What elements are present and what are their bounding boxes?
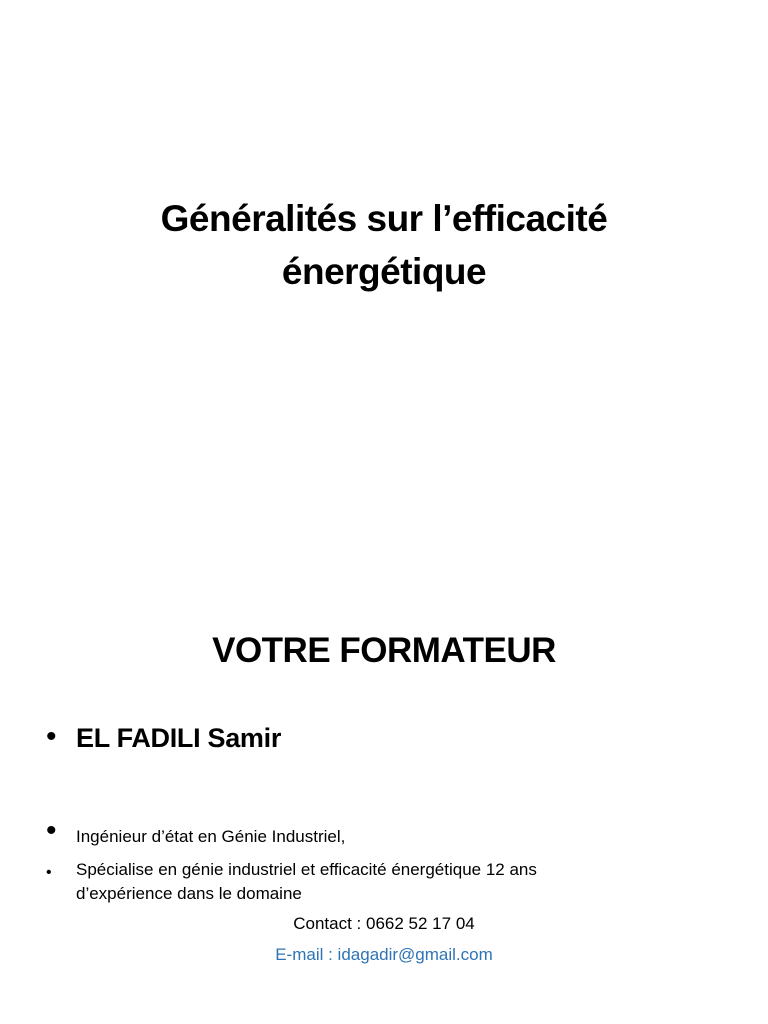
contact-email[interactable]: E-mail : idagadir@gmail.com [275,945,493,964]
credential-line-1: Ingénieur d’état en Génie Industriel, [76,827,346,846]
section-heading: VOTRE FORMATEUR [212,631,556,670]
credential-line-2: Spécialise en génie industriel et efficacité énergétique 12 ans [76,860,537,879]
trainer-name: EL FADILI Samir [76,723,282,753]
bullet-icon: • [46,814,57,847]
contact-phone: Contact : 0662 52 17 04 [293,914,475,933]
bullet-icon: • [46,864,52,881]
page-title [84,192,684,298]
title-line-2: énergétique [281,251,487,292]
credential-line-3: d’expérience dans le domaine [76,884,302,903]
title-line-1: Généralités sur l’efficacité [160,198,608,239]
bullet-icon: • [46,720,57,753]
